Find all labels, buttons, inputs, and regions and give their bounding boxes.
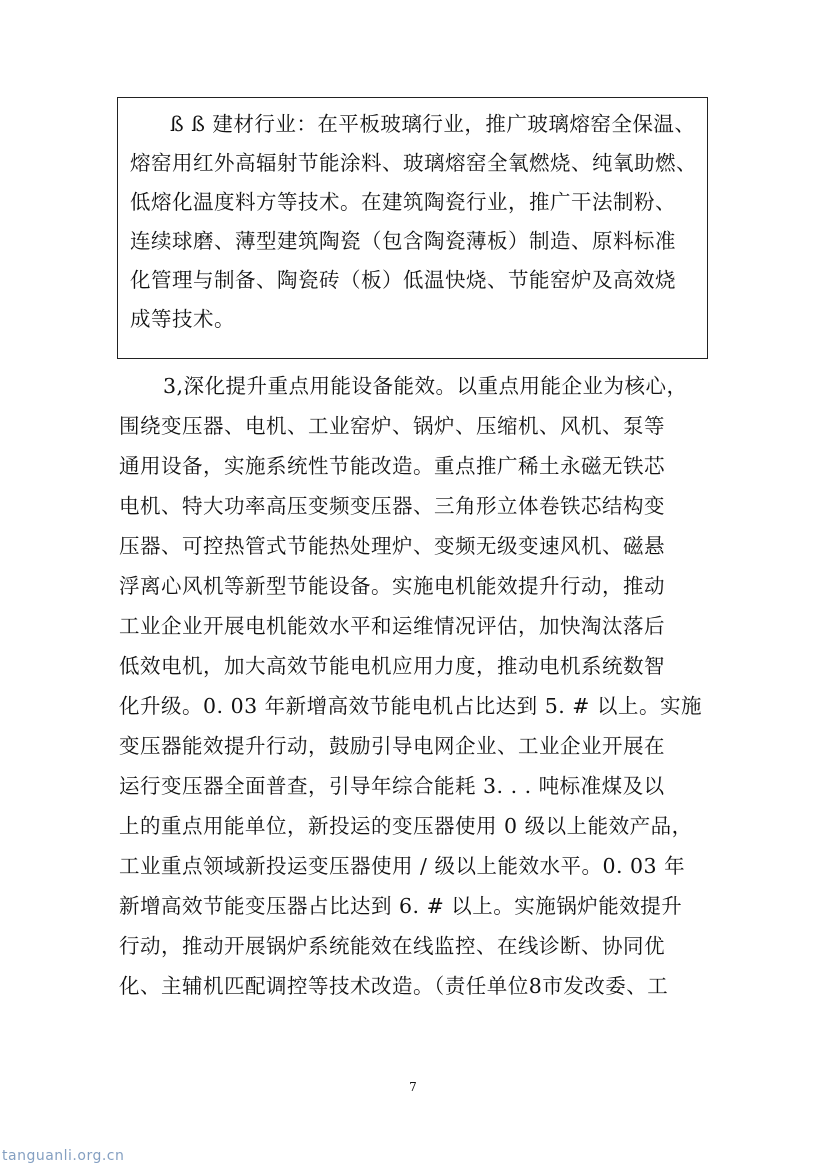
body-line: 电机、特大功率高压变频变压器、三角形立体卷铁芯结构变 xyxy=(119,494,665,518)
body-line: 通用设备，实施系统性节能改造。重点推广稀土永磁无铁芯 xyxy=(119,454,665,478)
body-line: 化升级。0. 03 年新增高效节能电机占比达到 5. # 以上。实施 xyxy=(119,694,702,718)
boxed-line: 成等技术。 xyxy=(130,307,235,331)
boxed-line: ß ß 建材行业：在平板玻璃行业，推广玻璃熔窑全保温、 xyxy=(170,112,696,136)
boxed-line: 低熔化温度料方等技术。在建筑陶瓷行业，推广干法制粉、 xyxy=(130,190,676,214)
body-line: 工业重点领域新投运变压器使用 / 级以上能效水平。0. 03 年 xyxy=(119,854,686,878)
body-line: 变压器能效提升行动，鼓励引导电网企业、工业企业开展在 xyxy=(119,734,665,758)
boxed-line: 熔窑用红外高辐射节能涂料、玻璃熔窑全氧燃烧、纯氧助燃、 xyxy=(130,151,697,175)
body-line: 工业企业开展电机能效水平和运维情况评估，加快淘汰落后 xyxy=(119,614,665,638)
body-line: 浮离心风机等新型节能设备。实施电机能效提升行动，推动 xyxy=(119,574,665,598)
site-watermark: tanguanli.org.cn xyxy=(2,1148,125,1164)
body-line: 行动，推动开展锅炉系统能效在线监控、在线诊断、协同优 xyxy=(119,934,665,958)
body-line: 围绕变压器、电机、工业窑炉、锅炉、压缩机、风机、泵等 xyxy=(119,414,665,438)
page-number: 7 xyxy=(409,1080,417,1094)
body-line: 运行变压器全面普查，引导年综合能耗 3. . . 吨标准煤及以 xyxy=(119,774,665,798)
body-line: 新增高效节能变压器占比达到 6. # 以上。实施锅炉能效提升 xyxy=(119,894,683,918)
body-line: 压器、可控热管式节能热处理炉、变频无级变速风机、磁悬 xyxy=(119,534,665,558)
body-line: 3,深化提升重点用能设备能效。以重点用能企业为核心， xyxy=(163,374,688,398)
body-line: 低效电机，加大高效节能电机应用力度，推动电机系统数智 xyxy=(119,654,665,678)
body-line: 上的重点用能单位，新投运的变压器使用 0 级以上能效产品， xyxy=(119,814,693,838)
boxed-line: 连续球磨、薄型建筑陶瓷（包含陶瓷薄板）制造、原料标准 xyxy=(130,229,676,253)
boxed-paragraph-building-materials xyxy=(117,97,708,359)
body-line: 化、主辅机匹配调控等技术改造。（责任单位8市发改委、工 xyxy=(119,974,669,998)
boxed-line: 化管理与制备、陶瓷砖（板）低温快烧、节能窑炉及高效烧 xyxy=(130,268,676,292)
